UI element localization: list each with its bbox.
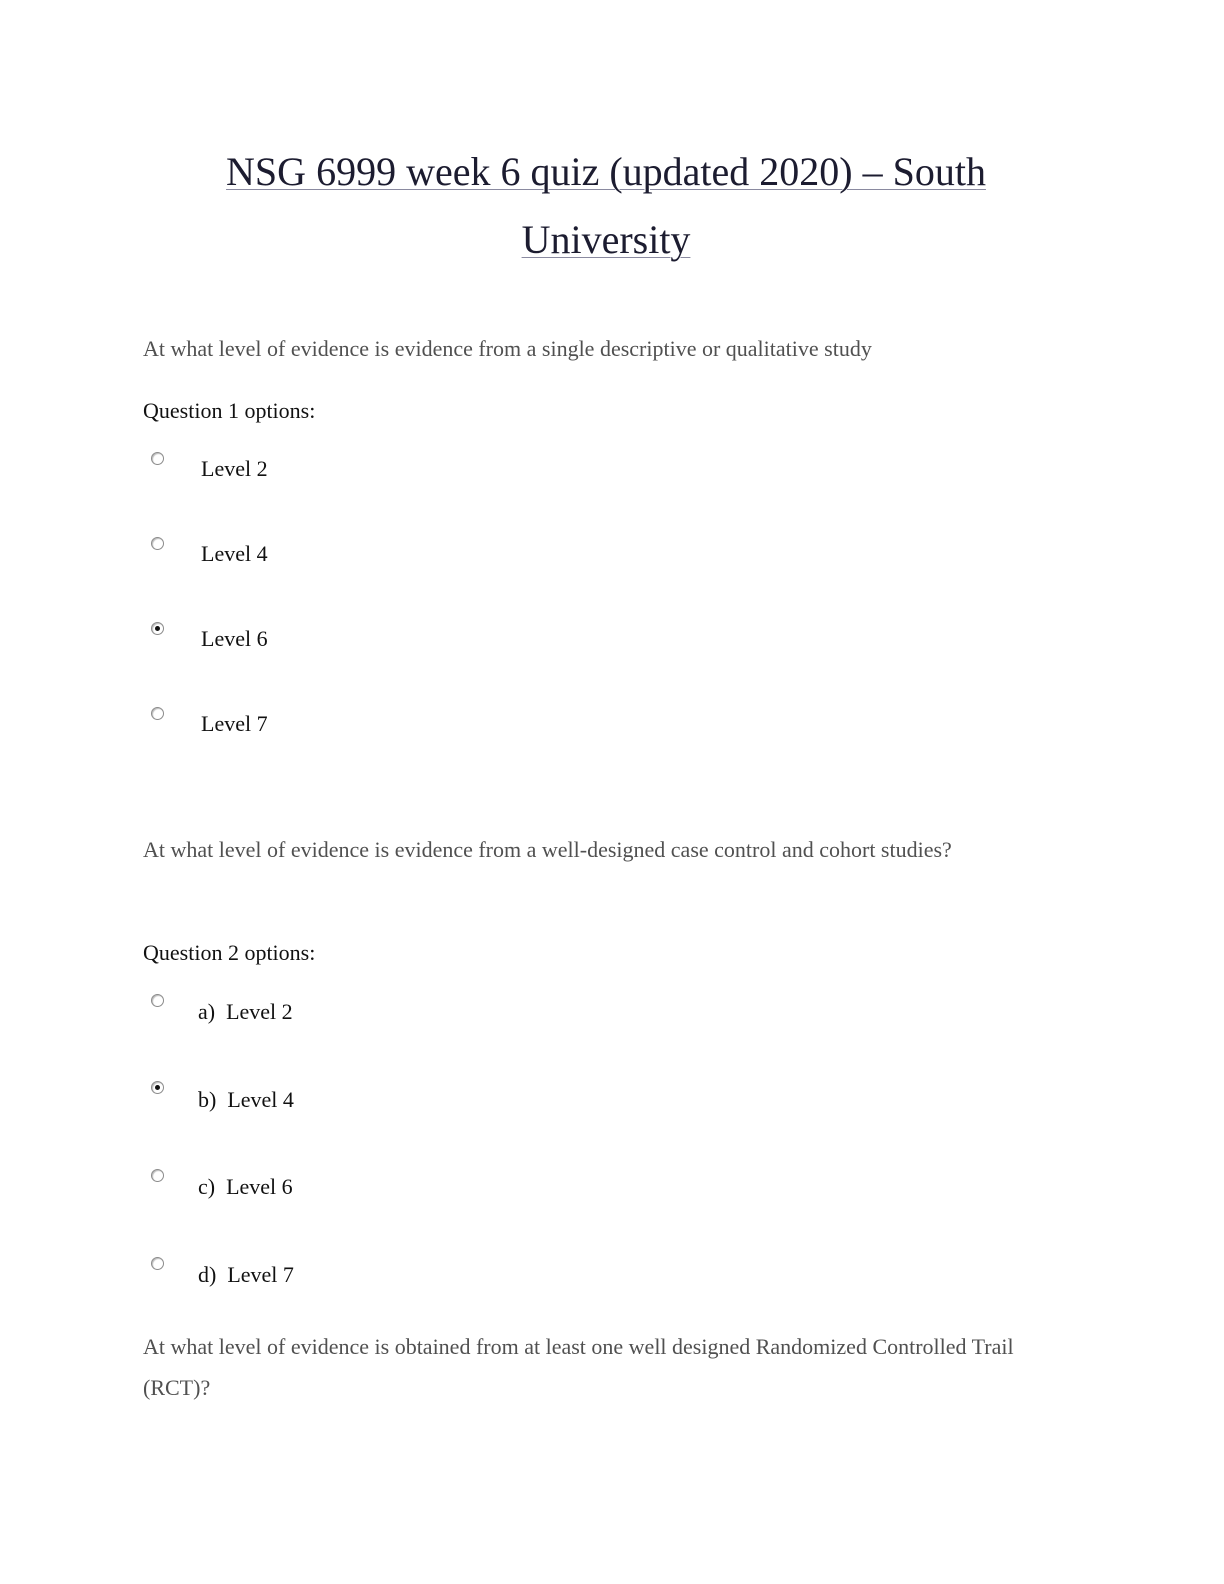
question-2-option-c-radio[interactable]	[151, 1169, 164, 1182]
question-2-option-b-label: b) Level 4	[198, 1087, 294, 1112]
question-1-text: At what level of evidence is evidence from a single descriptive or qualitative study	[143, 336, 872, 361]
question-1-option-4-radio[interactable]	[151, 707, 164, 720]
question-1-option-2-label: Level 4	[201, 541, 268, 566]
question-2-option-a-radio[interactable]	[151, 994, 164, 1007]
question-2-option-d-label: d) Level 7	[198, 1262, 294, 1287]
question-1-option-2-radio[interactable]	[151, 537, 164, 550]
question-1-options-label: Question 1 options:	[143, 398, 316, 423]
question-1-option-3-label: Level 6	[201, 626, 268, 651]
question-2-options-label: Question 2 options:	[143, 940, 316, 965]
page-title	[150, 138, 1062, 274]
question-1-option-1-label: Level 2	[201, 456, 268, 481]
question-2-option-b-radio[interactable]	[151, 1081, 164, 1094]
question-2-option-c-label: c) Level 6	[198, 1174, 293, 1199]
question-1-option-1-radio[interactable]	[151, 452, 164, 465]
page-title-text: NSG 6999 week 6 quiz (updated 2020) – South University	[226, 149, 986, 262]
question-2-option-d-radio[interactable]	[151, 1257, 164, 1270]
question-2-text: At what level of evidence is evidence from a well-designed case control and cohort studies?	[143, 837, 952, 862]
question-1-option-4-label: Level 7	[201, 711, 268, 736]
question-3-text: At what level of evidence is obtained from at least one well designed Randomized Controlled Trail (RCT)?	[143, 1334, 1014, 1400]
question-1-option-3-radio[interactable]	[151, 622, 164, 635]
question-2-option-a-label: a) Level 2	[198, 999, 293, 1024]
